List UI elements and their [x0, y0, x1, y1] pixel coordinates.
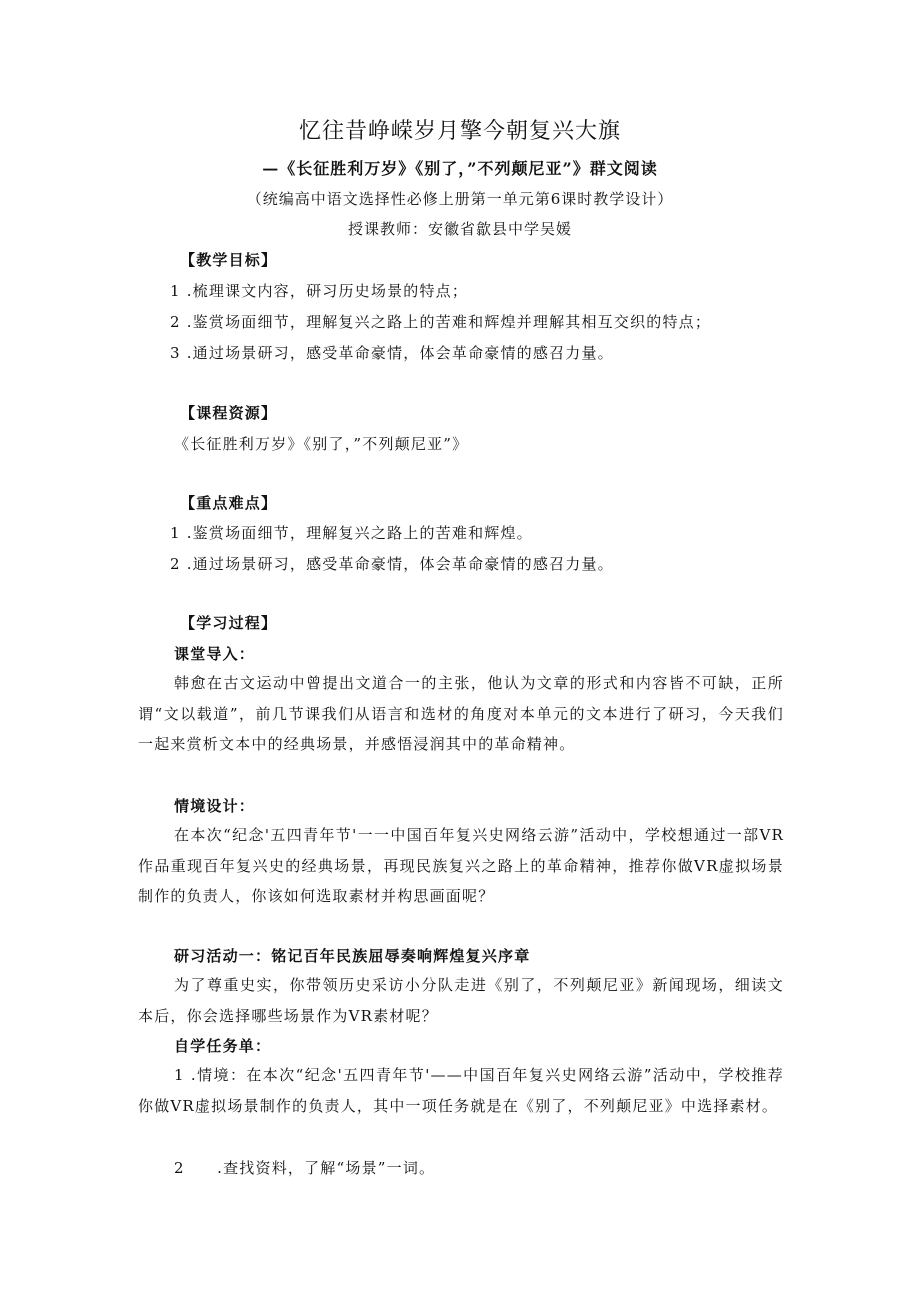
- resources-text: 《长征胜利万岁》《别了，”不列颠尼亚”》: [174, 435, 469, 453]
- goal-item: 3 .通过场景研习，感受革命豪情，体会革命豪情的感召力量。: [170, 344, 614, 362]
- keypoint-item: 1 .鉴赏场面细节，理解复兴之路上的苦难和辉煌。: [170, 524, 533, 542]
- scene-heading: 情境设计：: [174, 797, 256, 815]
- keypoints-heading: 【重点难点】: [180, 494, 278, 512]
- task-item: 2 .查找资料，了解“场景”一词。: [174, 1159, 436, 1177]
- intro-heading: 课堂导入：: [174, 645, 256, 663]
- course-note: （统编高中语文选择性必修上册第一单元第6课时教学设计）: [246, 190, 674, 208]
- goals-heading: 【教学目标】: [180, 251, 278, 269]
- keypoint-item: 2 .通过场景研习，感受革命豪情，体会革命豪情的感召力量。: [170, 555, 614, 573]
- activity-heading: 研习活动一：铭记百年民族屈辱奏响辉煌复兴序章: [174, 947, 531, 965]
- task-item: 1 .情境：在本次“纪念'五四青年节'——中国百年复兴史网络云游”活动中，学校推荐你做VR虚拟场景制作的负责人，其中一项任务就是在《别了，不列颠尼亚》中选择素材。: [138, 1066, 784, 1115]
- process-heading: 【学习过程】: [180, 614, 278, 632]
- document-subtitle: —《长征胜利万岁》《别了，”不列颠尼亚”》群文阅读: [262, 159, 658, 178]
- task-heading: 自学任务单：: [174, 1037, 272, 1055]
- goal-item: 1 .梳理课文内容，研习历史场景的特点；: [170, 282, 469, 300]
- document-title: 忆往昔峥嵘岁月擎今朝复兴大旗: [298, 119, 621, 144]
- activity-paragraph: 为了尊重史实，你带领历史采访小分队走进《别了，不列颠尼亚》新闻现场，细读文本后，你会选择哪些场景作为VR素材呢？: [138, 976, 784, 1025]
- intro-paragraph: 韩愈在古文运动中曾提出文道合一的主张，他认为文章的形式和内容皆不可缺，正所谓“文以载道”，前几节课我们从语言和选材的角度对本单元的文本进行了研习，今天我们一起来赏析文本中的经典场景，并感悟浸润其中的革命精神。: [138, 674, 784, 753]
- resources-heading: 【课程资源】: [180, 404, 278, 422]
- teacher-line: 授课教师：安徽省歙县中学吴媛: [347, 220, 572, 238]
- scene-paragraph: 在本次“纪念'五四青年节'一一中国百年复兴史网络云游”活动中，学校想通过一部VR作品重现百年复兴史的经典场景，再现民族复兴之路上的革命精神，推荐你做VR虚拟场景制作的负责人，你该如何选取素材并构思画面呢？: [138, 826, 784, 905]
- goal-item: 2 .鉴赏场面细节，理解复兴之路上的苦难和辉煌并理解其相互交织的特点；: [170, 313, 712, 331]
